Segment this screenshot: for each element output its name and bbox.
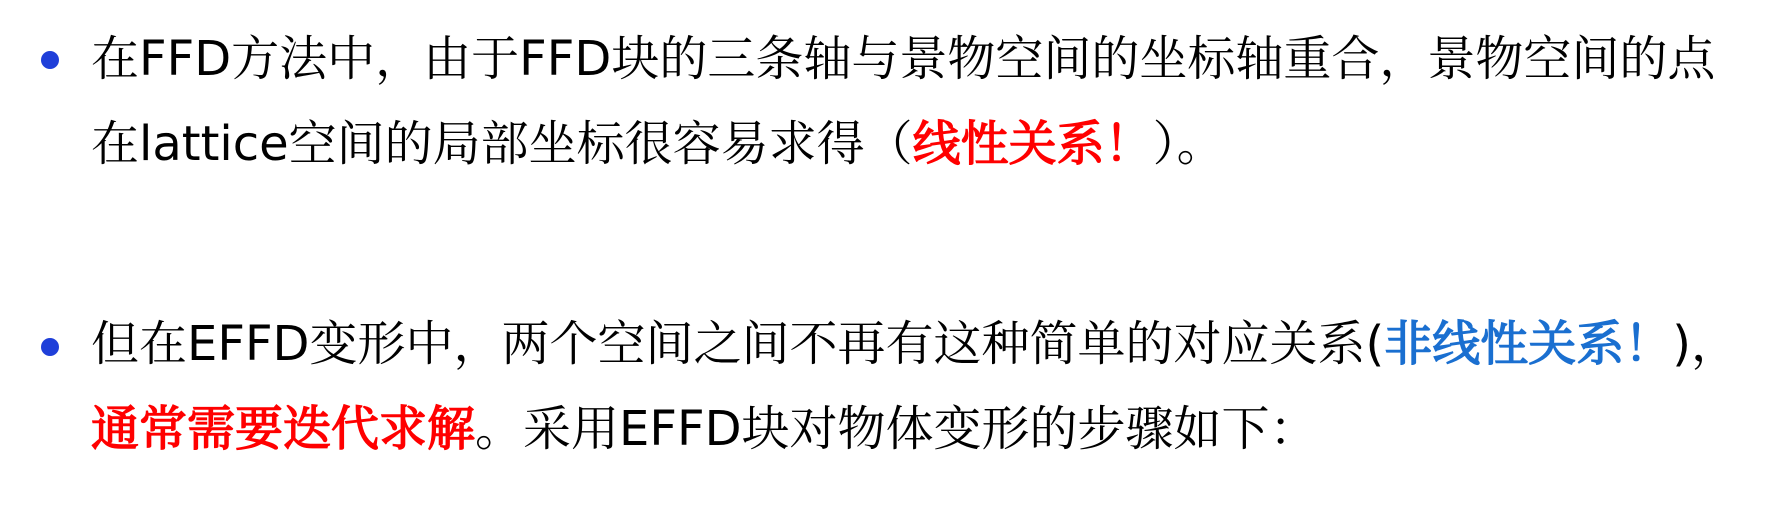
iterative-solve-emphasis: 通常需要迭代求解 (91, 401, 476, 457)
bullet-2-line-1 (91, 314, 1768, 374)
bullet-1-line-1 (91, 29, 1768, 89)
linear-relation-emphasis: 线性关系！ (912, 116, 1153, 172)
bullet-1-text-after: ）。 (1152, 116, 1225, 172)
bullet-dot-icon (41, 338, 59, 356)
bullet-dot-icon (41, 51, 59, 69)
bullet-2-text-steps: 。采用EFFD块对物体变形的步骤如下： (475, 401, 1318, 457)
nonlinear-relation-emphasis: 非线性关系！ (1384, 316, 1673, 372)
bullet-2-text-after: )， (1672, 316, 1739, 372)
bullet-2-line-2 (91, 399, 1768, 459)
bullet-1-line-2 (91, 114, 1768, 174)
bullet-2-text-before: 但在EFFD变形中，两个空间之间不再有这种简单的对应关系( (91, 316, 1385, 372)
bullet-1-text: 在FFD方法中，由于FFD块的三条轴与景物空间的坐标轴重合，景物空间的点 (91, 31, 1716, 87)
bullet-1-text-before: 在lattice空间的局部坐标很容易求得（ (91, 116, 913, 172)
